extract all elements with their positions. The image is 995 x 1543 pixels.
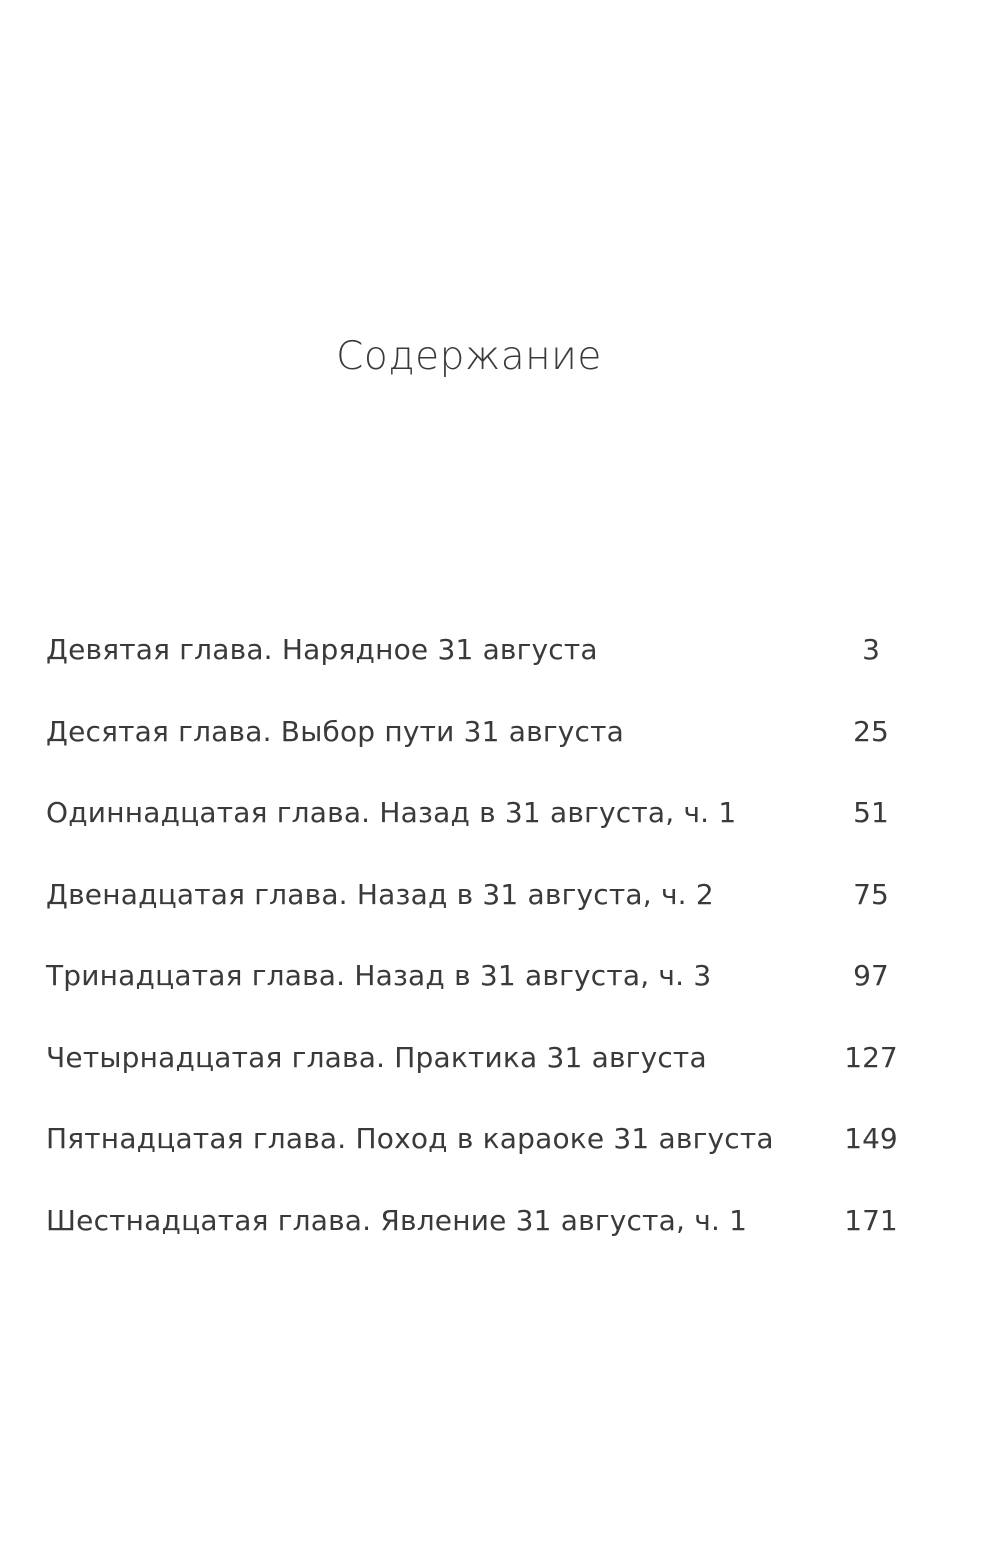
toc-entry-page: 75: [853, 877, 889, 911]
toc-entry: [46, 1117, 926, 1199]
toc-entry-page: 97: [853, 959, 889, 992]
toc-entry-title: Четырнадцатая глава. Практика 31 августа: [46, 1040, 707, 1074]
toc-entry-title: Десятая глава. Выбор пути 31 августа: [46, 714, 624, 748]
toc-entry-page: 3: [862, 633, 880, 666]
toc-entry-page: 51: [853, 796, 889, 829]
toc-entry-title: Тринадцатая глава. Назад в 31 августа, ч. 3: [46, 959, 712, 992]
toc-entry: [46, 954, 926, 1036]
page-title: Содержание: [336, 334, 602, 379]
toc-entry-page: 149: [844, 1122, 898, 1155]
toc-entry-title: Одиннадцатая глава. Назад в 31 августа, ч. 1: [46, 796, 737, 829]
toc-entry: [46, 1036, 926, 1118]
toc-entry-page: 127: [844, 1040, 898, 1074]
toc-entry-page: 25: [853, 714, 889, 748]
toc-entry-title: Девятая глава. Нарядное 31 августа: [46, 633, 598, 666]
toc-entry: [46, 873, 926, 955]
toc-entry: [46, 710, 926, 792]
toc-entry: [46, 628, 926, 710]
toc-entry-title: Шестнадцатая глава. Явление 31 августа, ч. 1: [46, 1203, 748, 1237]
toc-entry-title: Двенадцатая глава. Назад в 31 августа, ч. 2: [46, 877, 714, 911]
toc-entry: [46, 791, 926, 873]
table-of-contents: [46, 628, 926, 1280]
toc-entry-title: Пятнадцатая глава. Поход в караоке 31 августа: [46, 1122, 774, 1155]
toc-entry-page: 171: [844, 1203, 898, 1237]
toc-entry: [46, 1199, 926, 1281]
